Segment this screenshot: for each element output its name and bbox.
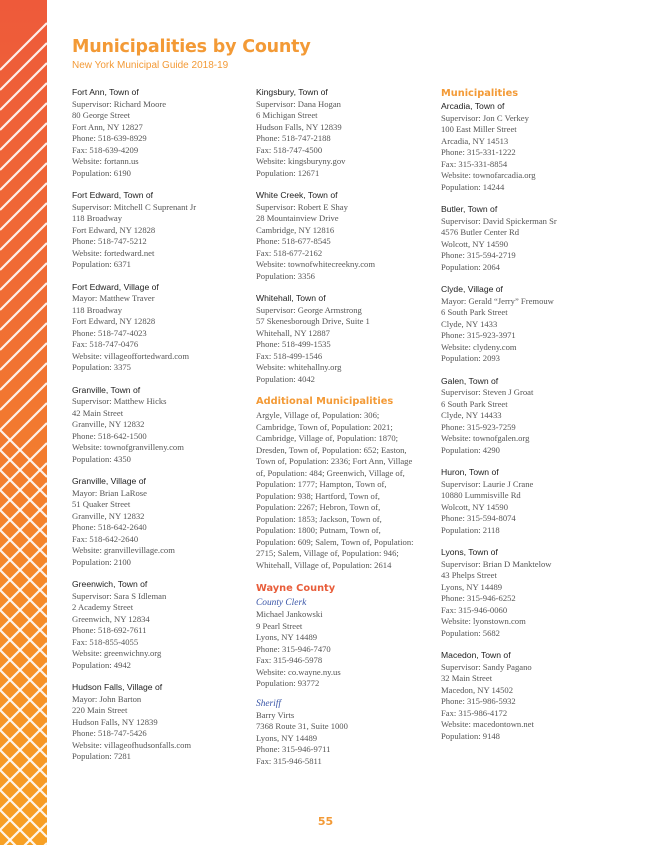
municipality-entry	[441, 204, 617, 273]
municipality-entry	[256, 190, 432, 282]
municipality-detail: Population: 4350	[72, 453, 131, 464]
municipality-detail: Phone: 315-594-2719	[441, 250, 516, 260]
contact-detail: Michael Jankowski	[256, 609, 323, 619]
contact-detail: Barry Virts	[256, 709, 295, 720]
municipality-entry	[256, 293, 432, 385]
municipality-detail: Supervisor: Dana Hogan	[256, 98, 341, 109]
municipality-entry	[72, 190, 248, 271]
municipality-detail: Mayor: Matthew Traver	[72, 293, 155, 303]
municipality-detail: Website: villageofhudsonfalls.com	[72, 739, 192, 750]
municipality-detail: Website: fortedward.net	[72, 247, 155, 258]
municipality-detail: Mayor: Gerald “Jerry” Fremouw	[441, 295, 554, 306]
municipality-name: Whitehall, Town of	[256, 293, 326, 303]
municipality-detail: Population: 2100	[72, 556, 131, 567]
municipality-detail: Phone: 315-594-8074	[441, 513, 516, 523]
municipality-detail: Fort Edward, NY 12828	[72, 224, 156, 235]
municipality-detail: Population: 2093	[441, 353, 500, 363]
municipality-detail: Population: 9148	[441, 730, 500, 741]
municipality-name: Clyde, Village of	[441, 284, 503, 294]
municipality-detail: Phone: 518-677-8545	[256, 236, 331, 246]
lattice-pattern	[0, 0, 47, 845]
municipality-detail: Supervisor: Robert E Shay	[256, 201, 348, 212]
municipality-detail: Greenwich, NY 12834	[72, 613, 150, 624]
municipalities-heading: Municipalities	[441, 88, 519, 99]
municipality-detail: Phone: 315-986-5932	[441, 696, 516, 706]
contact-detail: Phone: 315-946-9711	[256, 744, 331, 754]
municipality-name: Hudson Falls, Village of	[72, 682, 163, 692]
municipality-detail: Supervisor: Sandy Pagano	[441, 661, 532, 672]
municipality-entry	[441, 284, 617, 365]
wayne-county-section	[256, 582, 432, 767]
sheriff-role: Sheriff	[256, 698, 281, 709]
municipality-detail: 6 South Park Street	[441, 307, 508, 317]
municipality-detail: Fort Edward, NY 12828	[72, 316, 156, 326]
municipality-detail: Population: 2064	[441, 261, 500, 272]
municipality-name: Fort Ann, Town of	[72, 87, 139, 97]
municipality-detail: Fax: 315-331-8854	[441, 158, 508, 169]
municipality-entry	[72, 682, 248, 763]
municipality-detail: Fort Ann, NY 12827	[72, 121, 143, 132]
municipality-entry	[441, 101, 617, 193]
municipality-detail: Mayor: John Barton	[72, 693, 142, 704]
contact-detail: Lyons, NY 14489	[256, 732, 318, 743]
decorative-sidebar	[0, 0, 47, 845]
municipality-detail: Wolcott, NY 14590	[441, 501, 509, 512]
municipality-name: Kingsbury, Town of	[256, 87, 328, 97]
additional-heading: Additional Municipalities	[256, 396, 394, 407]
municipality-name: Granville, Village of	[72, 476, 146, 486]
column-2	[256, 87, 432, 767]
municipality-detail: 32 Main Street	[441, 673, 493, 683]
municipality-entry	[72, 87, 248, 179]
municipality-detail: Phone: 518-747-2188	[256, 133, 331, 143]
municipality-detail: 42 Main Street	[72, 407, 124, 418]
municipality-detail: Granville, NY 12832	[72, 419, 145, 429]
municipality-detail: Supervisor: David Spickerman Sr	[441, 215, 557, 226]
municipality-detail: Supervisor: Steven J Groat	[441, 387, 534, 397]
municipality-detail: Hudson Falls, NY 12839	[256, 121, 342, 132]
municipality-detail: Fax: 315-946-0060	[441, 604, 508, 615]
contact-detail: Phone: 315-946-7470	[256, 643, 331, 654]
page-subtitle: New York Municipal Guide 2018-19	[72, 60, 229, 71]
municipality-detail: 6 South Park Street	[441, 398, 508, 409]
contact-detail: Website: co.wayne.ny.us	[256, 666, 341, 677]
municipality-detail: 51 Quaker Street	[72, 499, 131, 509]
municipality-detail: 80 George Street	[72, 110, 131, 120]
municipality-detail: Population: 2118	[441, 524, 500, 535]
municipality-detail: Website: clydeny.com	[441, 341, 517, 352]
municipality-detail: 118 Broadway	[72, 213, 123, 223]
municipality-name: Arcadia, Town of	[441, 101, 505, 111]
contact-detail: Population: 93772	[256, 678, 320, 688]
municipality-detail: Clyde, NY 1433	[441, 318, 498, 329]
municipality-name: Granville, Town of	[72, 384, 141, 395]
municipality-detail: Supervisor: Jon C Verkey	[441, 112, 529, 123]
municipality-entry	[72, 579, 248, 671]
municipality-detail: Phone: 315-923-7259	[441, 421, 516, 432]
municipality-detail: Population: 14244	[441, 181, 505, 192]
municipality-detail: Website: townofgranvilleny.com	[72, 442, 184, 452]
municipality-detail: Website: greenwichny.org	[72, 648, 162, 658]
column-1	[72, 87, 248, 774]
contact-detail: 9 Pearl Street	[256, 620, 303, 631]
municipality-entry	[72, 282, 248, 374]
municipality-detail: Website: whitehallny.org	[256, 362, 342, 372]
municipality-detail: Supervisor: Sara S Idleman	[72, 590, 167, 601]
municipality-detail: Whitehall, NY 12887	[256, 327, 330, 338]
municipality-detail: Population: 4942	[72, 659, 131, 670]
municipality-detail: Website: townofarcadia.org	[441, 170, 536, 180]
municipality-detail: Cambridge, NY 12816	[256, 224, 335, 235]
municipality-detail: Population: 5682	[441, 627, 500, 638]
additional-text: Argyle, Village of, Population: 306; Cambridge, Town of, Population: 2021; Cambridge, Village of, Population: 1870; Dresden, Town of, Population: 652; Easton, Town of, Population: 2336; Fort Ann, Village of, Population: 484; Greenwich, Village of, Population: 1777; Hampton, Town of, Population: 938; Hartford, Town of, Population: 2267; Hebron, Town of, Population: 1853; Jackson, Town of, Population: 1800; Putnam, Town of, Population: 609; Salem, Town of, Population: 2715; Salem, Village of, Population: 946; Whitehall, Village of, Population: 2614	[256, 410, 414, 570]
municipality-name: Fort Edward, Village of	[72, 281, 159, 292]
municipality-entry	[72, 385, 248, 466]
municipality-detail: Macedon, NY 14502	[441, 684, 513, 695]
municipality-detail: Phone: 518-642-2640	[72, 522, 147, 532]
municipality-name: Huron, Town of	[441, 467, 499, 477]
municipality-detail: Fax: 518-855-4055	[72, 636, 139, 647]
municipality-detail: Phone: 315-946-6252	[441, 593, 516, 603]
column-3	[441, 87, 617, 753]
municipality-detail: Fax: 518-499-1546	[256, 350, 323, 361]
municipality-detail: Website: villageoffortedward.com	[72, 350, 190, 361]
municipality-detail: 220 Main Street	[72, 705, 128, 715]
municipality-detail: Phone: 315-923-3971	[441, 330, 516, 340]
municipality-detail: Population: 4290	[441, 444, 500, 455]
municipality-entry	[72, 476, 248, 568]
municipality-detail: Website: townofwhitecreekny.com	[256, 259, 376, 269]
county-clerk-role: County Clerk	[256, 598, 307, 608]
municipality-detail: 100 East Miller Street	[441, 124, 517, 134]
municipality-entry	[256, 87, 432, 179]
municipality-detail: Population: 6371	[72, 259, 131, 269]
municipality-detail: Phone: 518-747-4023	[72, 327, 147, 338]
contact-detail: Fax: 315-946-5811	[256, 755, 322, 766]
additional-municipalities	[256, 395, 432, 571]
municipality-detail: Hudson Falls, NY 12839	[72, 716, 158, 727]
municipality-detail: Lyons, NY 14489	[441, 581, 503, 592]
municipality-detail: Website: fortann.us	[72, 156, 139, 166]
municipality-detail: Website: lyonstown.com	[441, 616, 526, 626]
municipality-detail: Phone: 518-639-8929	[72, 133, 147, 143]
municipality-detail: Population: 3356	[256, 270, 315, 281]
county-clerk-info	[256, 609, 432, 690]
municipality-detail: 118 Broadway	[72, 304, 123, 315]
municipality-name: Fort Edward, Town of	[72, 190, 154, 200]
municipality-detail: Phone: 518-499-1535	[256, 339, 331, 349]
municipality-detail: Fax: 518-639-4209	[72, 144, 139, 155]
municipality-detail: 4576 Butler Center Rd	[441, 227, 520, 237]
municipality-name: Lyons, Town of	[441, 547, 498, 557]
municipality-detail: Supervisor: Laurie J Crane	[441, 478, 534, 489]
page-title: Municipalities by County	[72, 37, 311, 57]
municipality-detail: Clyde, NY 14433	[441, 410, 502, 420]
municipality-detail: Website: kingsburyny.gov	[256, 156, 346, 166]
sheriff-info	[256, 710, 432, 768]
municipality-detail: Phone: 315-331-1222	[441, 147, 516, 157]
municipality-detail: Population: 4042	[256, 373, 315, 384]
municipality-detail: Mayor: Brian LaRose	[72, 487, 147, 498]
municipality-detail: Website: townofgalen.org	[441, 433, 530, 443]
municipality-name: Butler, Town of	[441, 204, 498, 214]
municipality-detail: Phone: 518-747-5426	[72, 728, 147, 738]
municipality-detail: Fax: 518-677-2162	[256, 247, 323, 258]
municipality-detail: 6 Michigan Street	[256, 110, 318, 120]
municipality-detail: Phone: 518-747-5212	[72, 236, 147, 246]
contact-detail: Fax: 315-946-5978	[256, 655, 323, 665]
municipality-name: Greenwich, Town of	[72, 579, 148, 589]
municipality-detail: Website: macedontown.net	[441, 719, 534, 729]
municipality-name: White Creek, Town of	[256, 190, 338, 200]
municipality-detail: Phone: 518-642-1500	[72, 430, 147, 441]
wayne-heading: Wayne County	[256, 583, 336, 594]
municipality-entry	[441, 650, 617, 742]
municipality-detail: Arcadia, NY 14513	[441, 135, 509, 146]
municipality-detail: Website: granvillevillage.com	[72, 545, 175, 555]
page-header	[72, 36, 311, 72]
municipality-detail: Fax: 315-986-4172	[441, 707, 508, 718]
municipality-detail: 43 Phelps Street	[441, 570, 497, 580]
municipality-detail: Supervisor: Richard Moore	[72, 98, 167, 109]
municipality-entry	[441, 467, 617, 536]
page-number: 55	[317, 815, 334, 828]
municipality-detail: Granville, NY 12832	[72, 510, 145, 521]
municipality-detail: Population: 7281	[72, 751, 131, 761]
municipality-detail: Fax: 518-747-4500	[256, 144, 323, 155]
contact-detail: Lyons, NY 14489	[256, 632, 318, 642]
contact-detail: 7368 Route 31, Suite 1000	[256, 721, 348, 731]
municipality-detail: 10880 Lummisville Rd	[441, 490, 521, 500]
municipality-detail: 57 Skenesborough Drive, Suite 1	[256, 316, 370, 326]
municipality-detail: Fax: 518-642-2640	[72, 533, 139, 544]
municipality-detail: Wolcott, NY 14590	[441, 238, 509, 249]
municipality-detail: Fax: 518-747-0476	[72, 339, 139, 349]
municipality-detail: Population: 12671	[256, 167, 320, 178]
municipality-name: Galen, Town of	[441, 375, 499, 386]
municipality-detail: Supervisor: Mitchell C Suprenant Jr	[72, 201, 197, 212]
municipality-detail: Population: 6190	[72, 167, 131, 178]
municipality-entry	[441, 547, 617, 639]
municipality-detail: Supervisor: Brian D Manktelow	[441, 558, 552, 569]
municipality-name: Macedon, Town of	[441, 650, 511, 660]
municipality-detail: Population: 3375	[72, 362, 131, 372]
municipality-detail: Supervisor: Matthew Hicks	[72, 396, 167, 406]
municipality-detail: Phone: 518-692-7611	[72, 625, 147, 635]
municipality-detail: 28 Mountainview Drive	[256, 213, 339, 223]
municipality-entry	[441, 376, 617, 457]
municipality-detail: Supervisor: George Armstrong	[256, 304, 362, 315]
municipality-detail: 2 Academy Street	[72, 602, 134, 612]
